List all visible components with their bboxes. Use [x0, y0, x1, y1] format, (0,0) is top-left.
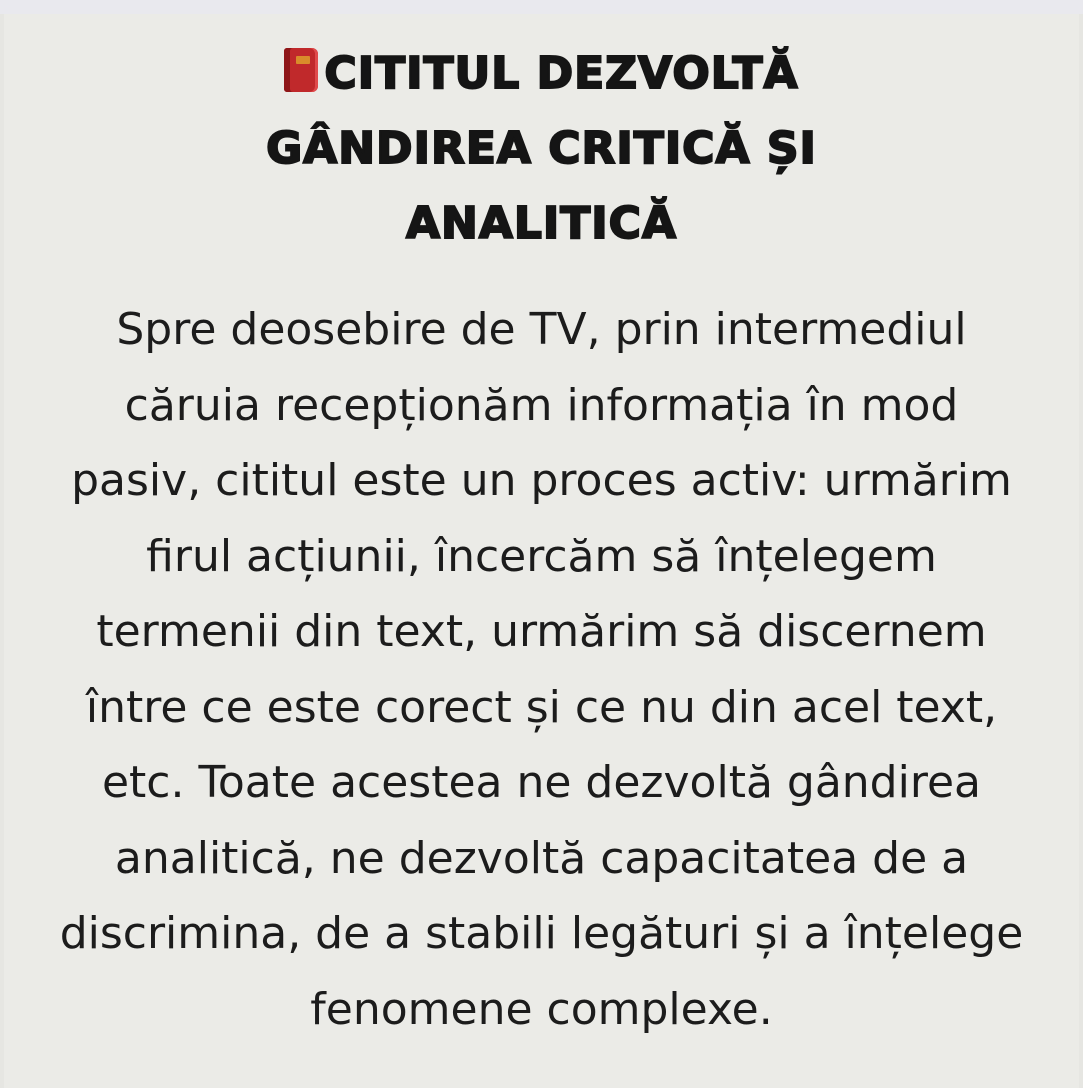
body-line: discrimina, de a stabili legături și a înțelege [59, 908, 1024, 959]
red-book-icon [284, 48, 318, 92]
body-line: Spre deosebire de TV, prin intermediul [116, 304, 967, 355]
post-title [40, 36, 1043, 261]
top-strip [0, 0, 1083, 14]
title-line: GÂNDIREA CRITICĂ ȘI [266, 123, 817, 174]
title-line-text: CITITUL DEZVOLTĂ [324, 48, 799, 99]
title-line [40, 36, 1043, 111]
title-line: ANALITICĂ [405, 198, 678, 249]
body-line: etc. Toate acestea ne dezvoltă gândirea [101, 757, 981, 808]
body-line: firul acțiunii, încercăm să înțelegem [146, 530, 937, 582]
body-line: pasiv, cititul este un proces activ: urmărim [71, 455, 1012, 506]
post-body [10, 292, 1073, 1047]
body-line: analitică, ne dezvoltă capacitatea de a [114, 832, 969, 884]
body-line: fenomene complexe. [310, 983, 773, 1035]
body-line: între ce este corect și ce nu din acel text, [85, 681, 998, 733]
body-line: termenii din text, urmărim să discernem [96, 606, 987, 657]
body-line: căruia recepționăm informația în mod [124, 379, 959, 431]
